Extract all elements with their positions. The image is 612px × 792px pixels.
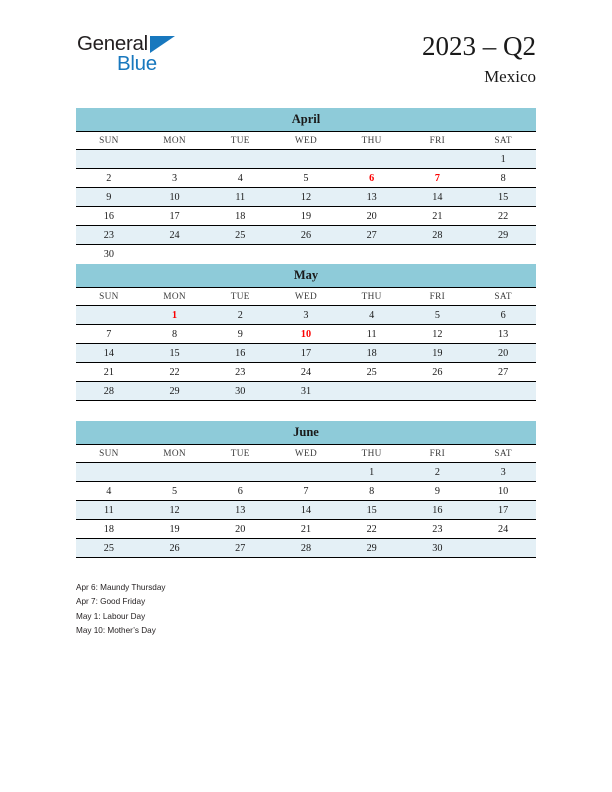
calendar-day-cell[interactable]: 14 xyxy=(405,188,471,207)
weekday-sat: SAT xyxy=(470,445,536,463)
calendar-day-cell[interactable]: 25 xyxy=(339,363,405,382)
calendar-day-cell[interactable]: 16 xyxy=(207,344,273,363)
calendar-body-may xyxy=(76,306,536,401)
calendar-empty-cell xyxy=(207,463,273,482)
calendar-day-cell[interactable]: 17 xyxy=(273,344,339,363)
calendar-day-cell[interactable]: 19 xyxy=(405,344,471,363)
calendar-empty-cell xyxy=(273,463,339,482)
calendar-day-cell[interactable]: 18 xyxy=(76,520,142,539)
calendar-day-cell[interactable]: 20 xyxy=(207,520,273,539)
calendar-day-cell[interactable]: 5 xyxy=(142,482,208,501)
weekday-wed: WED xyxy=(273,132,339,150)
calendar-day-cell[interactable]: 26 xyxy=(142,539,208,558)
calendar-day-cell[interactable]: 23 xyxy=(76,226,142,245)
weekday-fri: FRI xyxy=(405,288,471,306)
calendar-day-cell[interactable]: 2 xyxy=(405,463,471,482)
calendar-week-row xyxy=(76,482,536,501)
calendar-day-cell[interactable]: 22 xyxy=(339,520,405,539)
month-header-row xyxy=(76,421,536,445)
month-header-row xyxy=(76,108,536,132)
calendar-day-cell[interactable]: 4 xyxy=(207,169,273,188)
calendar-day-cell[interactable]: 6 xyxy=(470,306,536,325)
calendar-day-cell[interactable]: 5 xyxy=(405,306,471,325)
calendar-day-cell[interactable]: 31 xyxy=(273,382,339,401)
calendar-day-cell[interactable]: 17 xyxy=(142,207,208,226)
calendar-week-row xyxy=(76,150,536,169)
calendar-day-cell[interactable]: 23 xyxy=(405,520,471,539)
calendar-empty-cell xyxy=(405,382,471,401)
calendar-empty-cell xyxy=(142,245,208,264)
calendar-day-cell[interactable]: 10 xyxy=(142,188,208,207)
calendar-day-cell[interactable]: 2 xyxy=(76,169,142,188)
calendar-day-cell[interactable]: 13 xyxy=(470,325,536,344)
weekday-sat: SAT xyxy=(470,288,536,306)
calendar-day-cell[interactable]: 3 xyxy=(142,169,208,188)
calendar-day-cell[interactable]: 15 xyxy=(142,344,208,363)
weekday-mon: MON xyxy=(142,445,208,463)
calendar-day-cell[interactable]: 29 xyxy=(142,382,208,401)
calendar-week-row xyxy=(76,501,536,520)
calendar-week-row xyxy=(76,539,536,558)
calendar-week-row xyxy=(76,520,536,539)
page-header xyxy=(0,0,612,100)
calendar-day-cell[interactable]: 27 xyxy=(339,226,405,245)
triangle-right-icon xyxy=(150,36,175,53)
calendar-empty-cell xyxy=(405,245,471,264)
calendar-day-cell[interactable]: 3 xyxy=(470,463,536,482)
calendar-day-cell[interactable]: 4 xyxy=(76,482,142,501)
weekday-mon: MON xyxy=(142,132,208,150)
calendar-empty-cell xyxy=(142,150,208,169)
weekday-header-row xyxy=(76,288,536,306)
weekday-thu: THU xyxy=(339,445,405,463)
calendar-day-cell[interactable]: 4 xyxy=(339,306,405,325)
calendar-day-cell[interactable]: 1 xyxy=(470,150,536,169)
calendar-day-cell[interactable]: 21 xyxy=(76,363,142,382)
calendar-empty-cell xyxy=(339,245,405,264)
calendar-body-april xyxy=(76,150,536,264)
weekday-fri: FRI xyxy=(405,445,471,463)
calendar-empty-cell xyxy=(273,150,339,169)
calendar-week-row xyxy=(76,188,536,207)
month-name: June xyxy=(76,421,536,445)
weekday-thu: THU xyxy=(339,132,405,150)
calendar-day-cell[interactable]: 11 xyxy=(207,188,273,207)
calendar-empty-cell xyxy=(470,382,536,401)
calendar-empty-cell xyxy=(76,150,142,169)
logo-text-general: General xyxy=(77,32,148,55)
calendar-day-cell[interactable]: 23 xyxy=(207,363,273,382)
calendar-day-cell[interactable]: 7 xyxy=(405,169,471,188)
calendar-day-cell[interactable]: 17 xyxy=(470,501,536,520)
calendar-empty-cell xyxy=(207,150,273,169)
calendar-day-cell[interactable]: 26 xyxy=(273,226,339,245)
calendar-day-cell[interactable]: 21 xyxy=(405,207,471,226)
calendar-day-cell[interactable]: 20 xyxy=(339,207,405,226)
calendar-day-cell[interactable]: 1 xyxy=(142,306,208,325)
weekday-thu: THU xyxy=(339,288,405,306)
calendar-day-cell[interactable]: 10 xyxy=(470,482,536,501)
calendar-body-june xyxy=(76,463,536,558)
calendar-day-cell[interactable]: 8 xyxy=(142,325,208,344)
calendar-day-cell[interactable]: 22 xyxy=(470,207,536,226)
calendar-day-cell[interactable]: 29 xyxy=(470,226,536,245)
calendar-day-cell[interactable]: 26 xyxy=(405,363,471,382)
calendar-day-cell[interactable]: 28 xyxy=(405,226,471,245)
calendar-day-cell[interactable]: 28 xyxy=(76,382,142,401)
weekday-mon: MON xyxy=(142,288,208,306)
calendar-day-cell[interactable]: 18 xyxy=(207,207,273,226)
holiday-note: Apr 7: Good Friday xyxy=(76,597,146,607)
calendar-day-cell[interactable]: 1 xyxy=(339,463,405,482)
logo-text-blue: Blue xyxy=(117,52,157,75)
calendar-day-cell[interactable]: 15 xyxy=(470,188,536,207)
weekday-header-row xyxy=(76,445,536,463)
calendar-table-june xyxy=(76,421,536,558)
calendar-day-cell[interactable]: 29 xyxy=(339,539,405,558)
calendar-day-cell[interactable]: 28 xyxy=(273,539,339,558)
weekday-wed: WED xyxy=(273,288,339,306)
calendar-day-cell[interactable]: 12 xyxy=(273,188,339,207)
calendar-day-cell[interactable]: 12 xyxy=(405,325,471,344)
calendar-day-cell[interactable]: 14 xyxy=(273,501,339,520)
weekday-fri: FRI xyxy=(405,132,471,150)
calendar-empty-cell xyxy=(405,150,471,169)
calendar-day-cell[interactable]: 27 xyxy=(207,539,273,558)
calendar-day-cell[interactable]: 6 xyxy=(339,169,405,188)
calendar-day-cell[interactable]: 16 xyxy=(405,501,471,520)
calendar-week-row xyxy=(76,325,536,344)
calendar-table-may xyxy=(76,264,536,401)
calendar-day-cell[interactable]: 8 xyxy=(339,482,405,501)
holiday-note: Apr 6: Maundy Thursday xyxy=(76,583,166,592)
calendar-week-row xyxy=(76,207,536,226)
calendar-day-cell[interactable]: 30 xyxy=(207,382,273,401)
calendar-day-cell[interactable]: 11 xyxy=(76,501,142,520)
calendar-day-cell[interactable]: 21 xyxy=(273,520,339,539)
calendar-day-cell[interactable]: 30 xyxy=(76,245,142,264)
calendar-day-cell[interactable]: 9 xyxy=(207,325,273,344)
holiday-note: May 1: Labour Day xyxy=(76,611,146,621)
calendar-day-cell[interactable]: 2 xyxy=(207,306,273,325)
weekday-wed: WED xyxy=(273,445,339,463)
calendar-empty-cell xyxy=(76,306,142,325)
calendar-day-cell[interactable]: 24 xyxy=(142,226,208,245)
calendar-empty-cell xyxy=(273,245,339,264)
calendar-day-cell[interactable]: 18 xyxy=(339,344,405,363)
calendar-day-cell[interactable]: 10 xyxy=(273,325,339,344)
calendar-day-cell[interactable]: 13 xyxy=(207,501,273,520)
calendar-week-row xyxy=(76,306,536,325)
calendar-day-cell[interactable]: 19 xyxy=(142,520,208,539)
page-subtitle-country: Mexico xyxy=(484,67,536,86)
calendar-day-cell[interactable]: 7 xyxy=(273,482,339,501)
calendar-week-row xyxy=(76,169,536,188)
weekday-tue: TUE xyxy=(207,445,273,463)
weekday-header-row xyxy=(76,132,536,150)
calendar-day-cell[interactable]: 14 xyxy=(76,344,142,363)
weekday-sun: SUN xyxy=(76,445,142,463)
page-title: 2023 – Q2 xyxy=(422,31,536,61)
weekday-tue: TUE xyxy=(207,288,273,306)
calendar-day-cell[interactable]: 9 xyxy=(405,482,471,501)
calendar-day-cell[interactable]: 3 xyxy=(273,306,339,325)
month-name: April xyxy=(76,108,536,132)
calendar-day-cell[interactable]: 22 xyxy=(142,363,208,382)
calendar-empty-cell xyxy=(339,382,405,401)
calendar-day-cell[interactable]: 6 xyxy=(207,482,273,501)
weekday-tue: TUE xyxy=(207,132,273,150)
weekday-sat: SAT xyxy=(470,132,536,150)
calendar-week-row xyxy=(76,226,536,245)
calendar-day-cell[interactable]: 27 xyxy=(470,363,536,382)
month-header-row xyxy=(76,264,536,288)
calendar-week-row xyxy=(76,344,536,363)
holiday-note: May 10: Mother’s Day xyxy=(76,625,156,635)
calendar-day-cell[interactable]: 24 xyxy=(273,363,339,382)
calendar-day-cell[interactable]: 13 xyxy=(339,188,405,207)
calendar-day-cell[interactable]: 25 xyxy=(207,226,273,245)
calendar-empty-cell xyxy=(339,150,405,169)
calendar-week-row xyxy=(76,382,536,401)
page-title-block xyxy=(422,30,536,88)
calendar-day-cell[interactable]: 8 xyxy=(470,169,536,188)
calendar-week-row xyxy=(76,463,536,482)
calendar-day-cell[interactable]: 20 xyxy=(470,344,536,363)
calendar-empty-cell xyxy=(470,539,536,558)
calendar-day-cell[interactable]: 12 xyxy=(142,501,208,520)
general-blue-logo[interactable] xyxy=(77,33,197,81)
calendar-day-cell[interactable]: 15 xyxy=(339,501,405,520)
calendar-week-row xyxy=(76,245,536,264)
calendar-empty-cell xyxy=(207,245,273,264)
weekday-sun: SUN xyxy=(76,132,142,150)
calendar-day-cell[interactable]: 9 xyxy=(76,188,142,207)
calendar-empty-cell xyxy=(470,245,536,264)
calendar-day-cell[interactable]: 5 xyxy=(273,169,339,188)
calendar-day-cell[interactable]: 30 xyxy=(405,539,471,558)
weekday-sun: SUN xyxy=(76,288,142,306)
holiday-notes-list xyxy=(76,581,496,638)
calendar-empty-cell xyxy=(76,463,142,482)
calendar-day-cell[interactable]: 11 xyxy=(339,325,405,344)
calendar-day-cell[interactable]: 24 xyxy=(470,520,536,539)
month-name: May xyxy=(76,264,536,288)
calendar-day-cell[interactable]: 7 xyxy=(76,325,142,344)
calendar-empty-cell xyxy=(142,463,208,482)
calendar-week-row xyxy=(76,363,536,382)
calendar-day-cell[interactable]: 19 xyxy=(273,207,339,226)
calendar-day-cell[interactable]: 25 xyxy=(76,539,142,558)
calendar-table-april xyxy=(76,108,536,263)
calendar-day-cell[interactable]: 16 xyxy=(76,207,142,226)
